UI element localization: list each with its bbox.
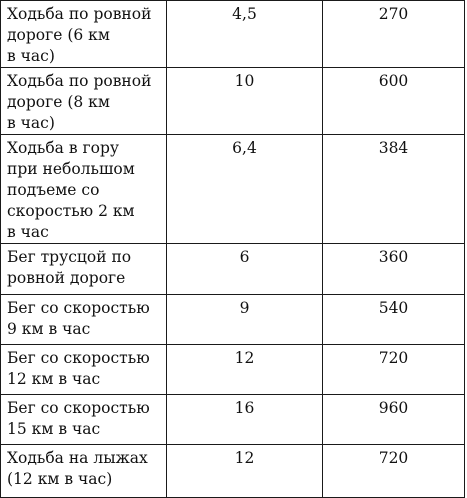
value-cell: 960 (323, 395, 465, 445)
value-cell: 540 (323, 295, 465, 345)
value-cell: 360 (323, 244, 465, 295)
value-cell: 720 (323, 345, 465, 395)
table-row (1, 244, 465, 295)
activity-cell: Бег трусцой по ровной дороге (1, 244, 167, 295)
table-row (1, 135, 465, 244)
activity-cell: Ходьба по ровной дороге (8 км в час) (1, 68, 167, 135)
activity-cell: Ходьба по ровной дороге (6 км в час) (1, 1, 167, 68)
activity-cell: Ходьба в гору при небольшом подъеме со скоростью 2 км в час (1, 135, 167, 244)
value-cell: 12 (167, 445, 323, 498)
value-cell: 4,5 (167, 1, 323, 68)
table-row (1, 445, 465, 498)
value-cell: 10 (167, 68, 323, 135)
table-row (1, 295, 465, 345)
table-row (1, 345, 465, 395)
value-cell: 6 (167, 244, 323, 295)
value-cell: 6,4 (167, 135, 323, 244)
activity-cell: Бег со скоростью 15 км в час (1, 395, 167, 445)
activity-cell: Бег со скоростью 12 км в час (1, 345, 167, 395)
table-row (1, 395, 465, 445)
value-cell: 270 (323, 1, 465, 68)
value-cell: 9 (167, 295, 323, 345)
table-row (1, 1, 465, 68)
value-cell: 600 (323, 68, 465, 135)
value-cell: 384 (323, 135, 465, 244)
value-cell: 12 (167, 345, 323, 395)
value-cell: 720 (323, 445, 465, 498)
activity-cell: Бег со скоростью 9 км в час (1, 295, 167, 345)
table-row (1, 68, 465, 135)
value-cell: 16 (167, 395, 323, 445)
activity-cell: Ходьба на лыжах (12 км в час) (1, 445, 167, 498)
